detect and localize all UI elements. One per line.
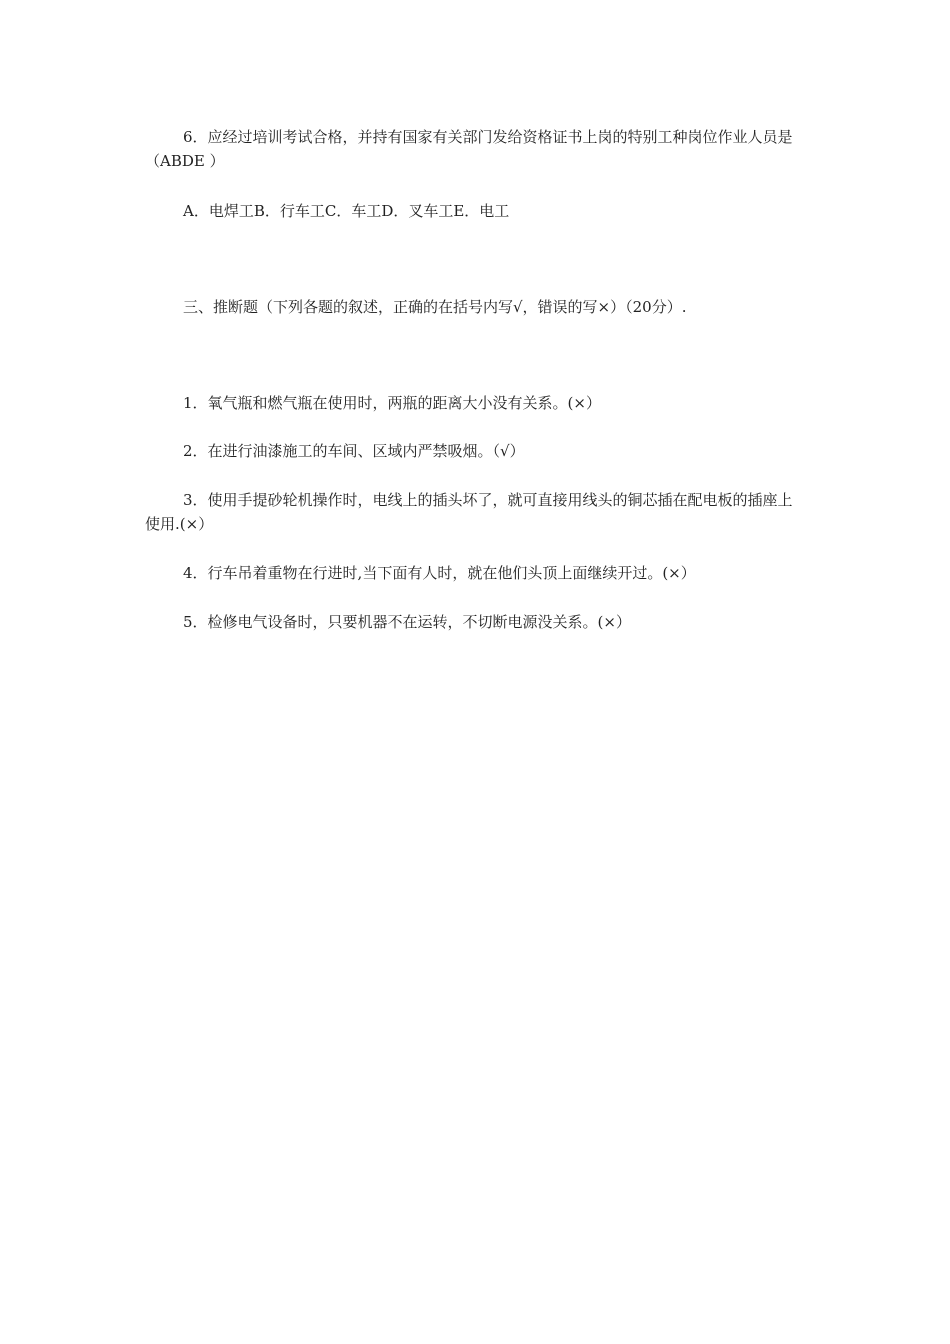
judgment-item-5: 5．检修电气设备时，只要机器不在运转，不切断电源没关系。(×） [183,613,631,631]
judgment-item-3: 3．使用手提砂轮机操作时，电线上的插头坏了，就可直接用线头的铜芯插在配电板的插座上使用.(×） [145,491,793,533]
judgment-item-1: 1．氧气瓶和燃气瓶在使用时，两瓶的距离大小没有关系。(×） [183,394,601,412]
question-6-text: 6．应经过培训考试合格，并持有国家有关部门发给资格证书上岗的特别工种岗位作业人员是（ABDE ） [145,128,793,170]
judgment-item-4: 4．行车吊着重物在行进时,当下面有人时，就在他们头顶上面继续开过。(×） [183,564,696,582]
question-6-options: A．电焊工B．行车工C．车工D．叉车工E．电工 [183,202,510,220]
judgment-item-2: 2．在进行油漆施工的车间、区域内严禁吸烟。（√） [183,442,525,460]
section-3-heading: 三、推断题（下列各题的叙述，正确的在括号内写√，错误的写×）（20分）. [183,298,687,316]
